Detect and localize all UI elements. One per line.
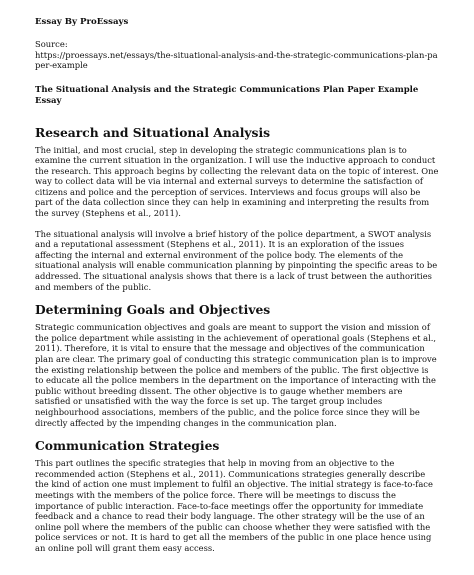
section-research — [35, 125, 439, 293]
paragraph: Strategic communication objectives and goals are meant to support the vision and mission of the police department while assisting in the achievement of operational goals (Stephens et al., 2011). Therefore, it is vital to ensure that the message and objectives of the communication plan are clear. The primary goal of conducting this strategic communication plan is to improve the existing relationship between the police and members of the public. The first objective is to educate all the police members in the department on the importance of interacting with the public without breeding dissent. The other objective is to gauge whether members are satisfied or unsatisfied with the way the force is set up. The target group includes neighbourhood associations, members of the public, and the police force since they will be directly affected by the impending changes in the communication plan. — [35, 322, 437, 428]
section-strategies — [35, 438, 439, 553]
source-label: Source: — [35, 39, 68, 49]
paragraph: This part outlines the specific strategies that help in moving from an objective to the recommended action (Stephens et al., 2011). Communications strategies generally describe the kind of action one must implement to fulfil an objective. The initial strategy is face-to-face meetings with the members of the police force. There will be meetings to discuss the importance of public interaction. Face-to-face meetings offer the opportunity for immediate feedback and a chance to read their body language. The other strategy will be the use of an online poll where the members of the public can choose whether they were satisfied with the police services or not. It is hard to get all the members of the public in one place hence using an online poll will grant them easy access. — [35, 458, 433, 553]
paragraph: The initial, and most crucial, step in developing the strategic communications plan is to examine the current situation in the organization. I will use the inductive approach to conduct the research. This approach begins by collecting the relevant data on the topic of interest. One way to collect data will be via internal and external surveys to determine the satisfaction of citizens and police and the perception of services. Interviews and focus groups will also be part of the data collection since they can help in examining and interpreting the results from the survey (Stephens et al., 2011). — [35, 144, 439, 219]
paragraph: The situational analysis will involve a brief history of the police department, a SWOT analysis and a reputational assessment (Stephens et al., 2011). It is an exploration of the issues affecting the internal and external environment of the police body. The elements of the situational analysis will enable communication planning by pinpointing the specific areas to be addressed. The situational analysis shows that there is a lack of trust between the authorities and members of the public. — [35, 228, 438, 292]
section-heading: Communication Strategies — [35, 438, 220, 454]
document-title: The Situational Analysis and the Strategic Communications Plan Paper Example Essay — [35, 84, 419, 106]
section-heading: Determining Goals and Objectives — [35, 302, 271, 318]
section-heading: Research and Situational Analysis — [35, 124, 271, 140]
source-block — [35, 39, 439, 71]
source-url[interactable]: https://proessays.net/essays/the-situational-analysis-and-the-strategic-communications-plan-paper-example — [35, 49, 438, 70]
site-header-title: Essay By ProEssays — [35, 17, 129, 27]
section-goals — [35, 302, 439, 428]
